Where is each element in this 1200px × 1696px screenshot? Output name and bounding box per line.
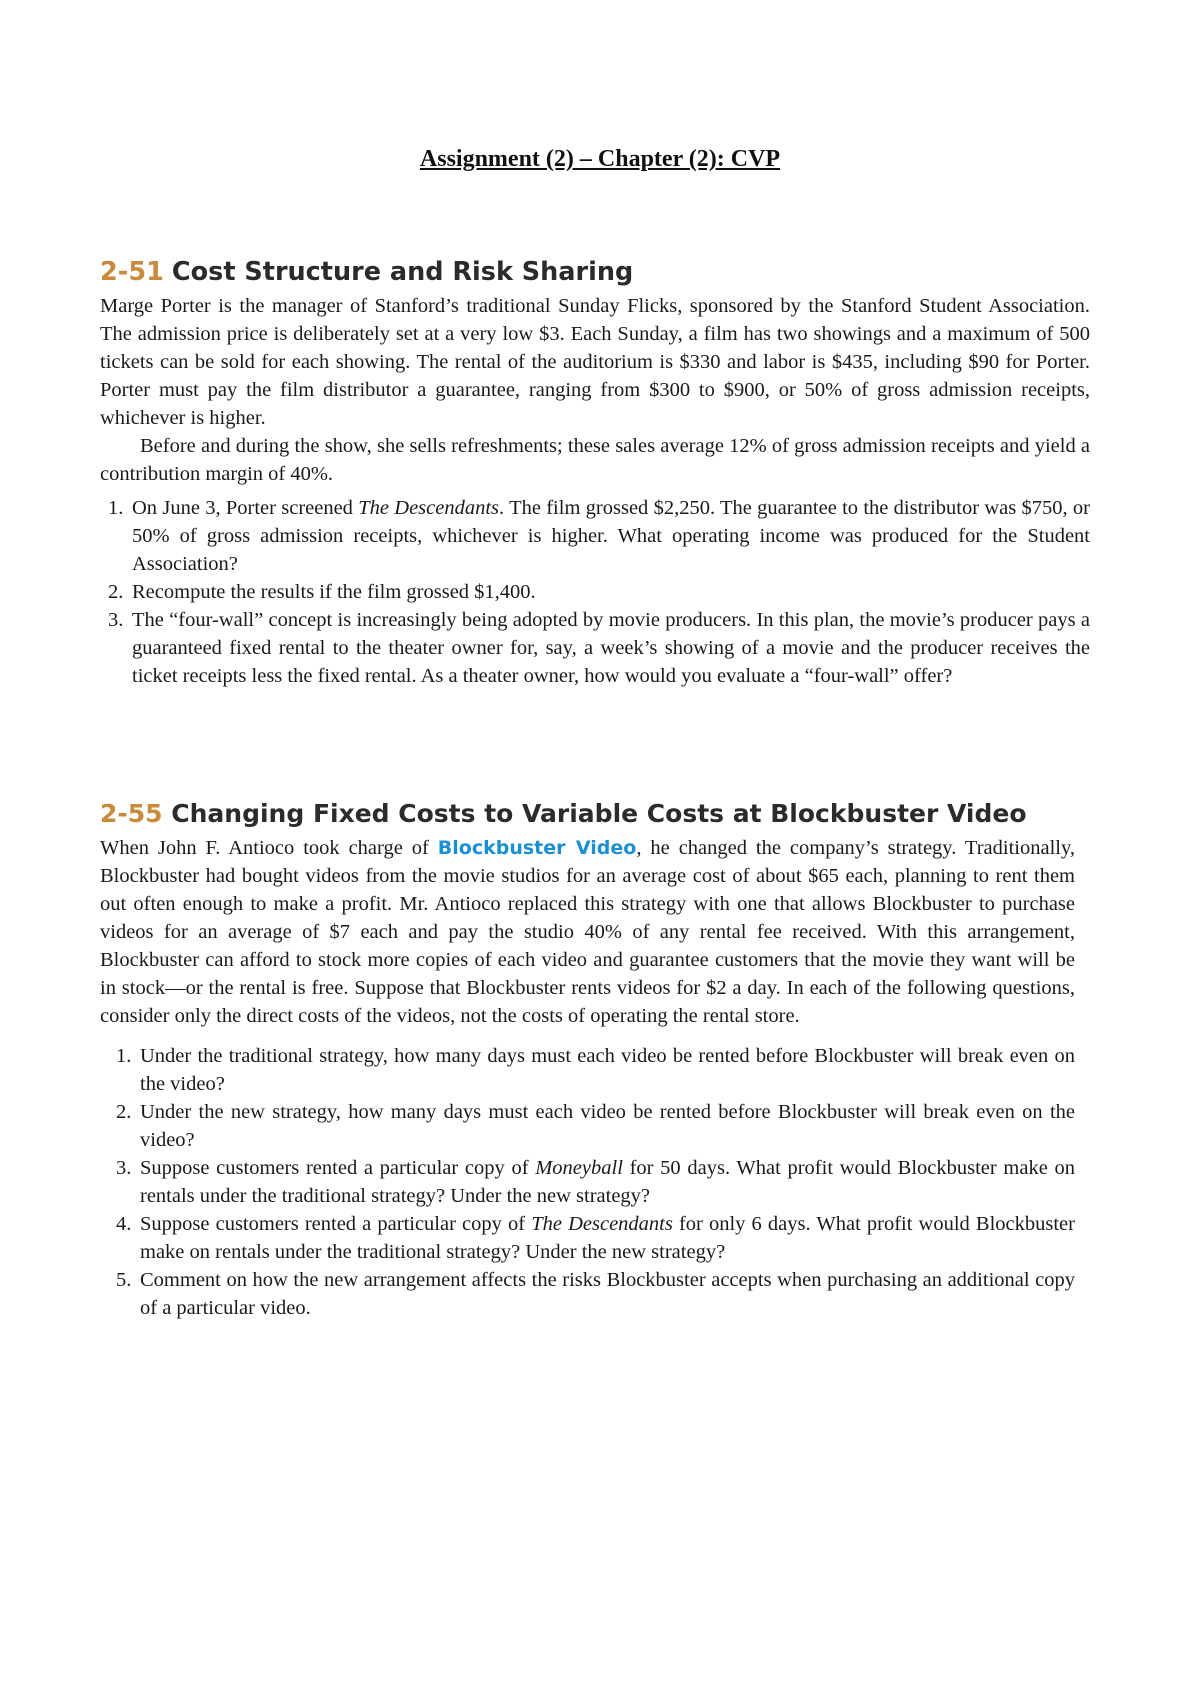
question-number: 3. [116,1157,132,1179]
question-text: Under the traditional strategy, how many days must each video be rented before Blockbuster will break even on the video? [140,1045,1075,1095]
paragraph-text-start: When John F. Antioco took charge of [100,837,438,859]
problem-paragraph [100,834,1075,1030]
brand-link[interactable]: Blockbuster Video [437,837,637,859]
question-list [100,494,1090,690]
problem-title: Cost Structure and Risk Sharing [171,257,634,287]
question-item [100,1210,1075,1266]
question-text: Under the new strategy, how many days must each video be rented before Blockbuster will break even on the video? [140,1101,1075,1151]
question-text: Comment on how the new arrangement affects the risks Blockbuster accepts when purchasing an additional copy of a particular video. [140,1269,1075,1319]
document-title: Assignment (2) – Chapter (2): CVP [419,146,781,172]
question-item [100,1154,1075,1210]
question-text-end: for only 6 days. What profit would Blockbuster make on rentals under the traditional strategy? Under the new strategy? [140,1213,1075,1263]
problem-number: 2-51 [100,257,164,287]
question-list [100,1042,1075,1322]
question-item [100,1098,1075,1154]
problem-2-55 [100,798,1075,1322]
question-text: The “four-wall” concept is increasingly being adopted by movie producers. In this plan, the movie’s producer pays a guaranteed fixed rental to the theater owner for, say, a week’s showing of a movie and the producer receives the ticket receipts less the fixed rental. As a theater owner, how would you evaluate a “four-wall” offer? [132,609,1090,687]
film-title: The Descendants [358,497,500,519]
problem-number: 2-55 [100,799,163,828]
question-text-end: . The film grossed $2,250. The guarantee to the distributor was $750, or 50% of gross admission receipts, whichever is higher. What operating income was produced for the Student Association? [132,497,1091,575]
question-number: 4. [116,1213,132,1235]
question-number: 3. [108,609,124,631]
problem-heading [100,798,1075,830]
problem-paragraph: Marge Porter is the manager of Stanford’s traditional Sunday Flicks, sponsored by the Stanford Student Association. The admission price is deliberately set at a very low $3. Each Sunday, a film has two showings and a maximum of 500 tickets can be sold for each showing. The rental of the auditorium is $330 and labor is $435, including $90 for Porter. Porter must pay the film distributor a guarantee, ranging from $300 to $900, or 50% of gross admission receipts, whichever is higher. [100,295,1090,429]
question-number: 1. [108,497,124,519]
problem-title: Changing Fixed Costs to Variable Costs at Blockbuster Video [171,799,1027,828]
question-number: 2. [116,1101,132,1123]
question-text-start: Suppose customers rented a particular copy of [140,1213,532,1235]
question-number: 2. [108,581,124,603]
problem-paragraph: Before and during the show, she sells refreshments; these sales average 12% of gross admission receipts and yield a contribution margin of 40%. [100,435,1090,485]
question-text-end: for 50 days. What profit would Blockbuster make on rentals under the traditional strategy? Under the new strategy? [140,1157,1075,1207]
question-text-start: Suppose customers rented a particular copy of [140,1157,536,1179]
problem-heading [100,256,1090,288]
question-item [100,494,1090,578]
question-item [100,1266,1075,1322]
problem-2-51 [100,256,1090,690]
question-text-start: On June 3, Porter screened [132,497,359,519]
film-title: The Descendants [531,1213,673,1235]
question-item [100,578,1090,606]
question-text: Recompute the results if the film grossed $1,400. [132,581,536,603]
question-number: 1. [116,1045,132,1067]
paragraph-text-end: , he changed the company’s strategy. Traditionally, Blockbuster had bought videos from the movie studios for an average cost of about $65 each, planning to rent them out often enough to make a profit. Mr. Antioco replaced this strategy with one that allows Blockbuster to purchase videos for an average of $7 each and pay the studio 40% of any rental fee received. With this arrangement, Blockbuster can afford to stock more copies of each video and guarantee customers that the movie they want will be in stock—or the rental is free. Suppose that Blockbuster rents videos for $2 a day. In each of the following questions, consider only the direct costs of the videos, not the costs of operating the rental store. [100,837,1076,1027]
film-title: Moneyball [535,1157,623,1179]
question-item [100,1042,1075,1098]
question-item [100,606,1090,690]
question-number: 5. [116,1269,132,1291]
